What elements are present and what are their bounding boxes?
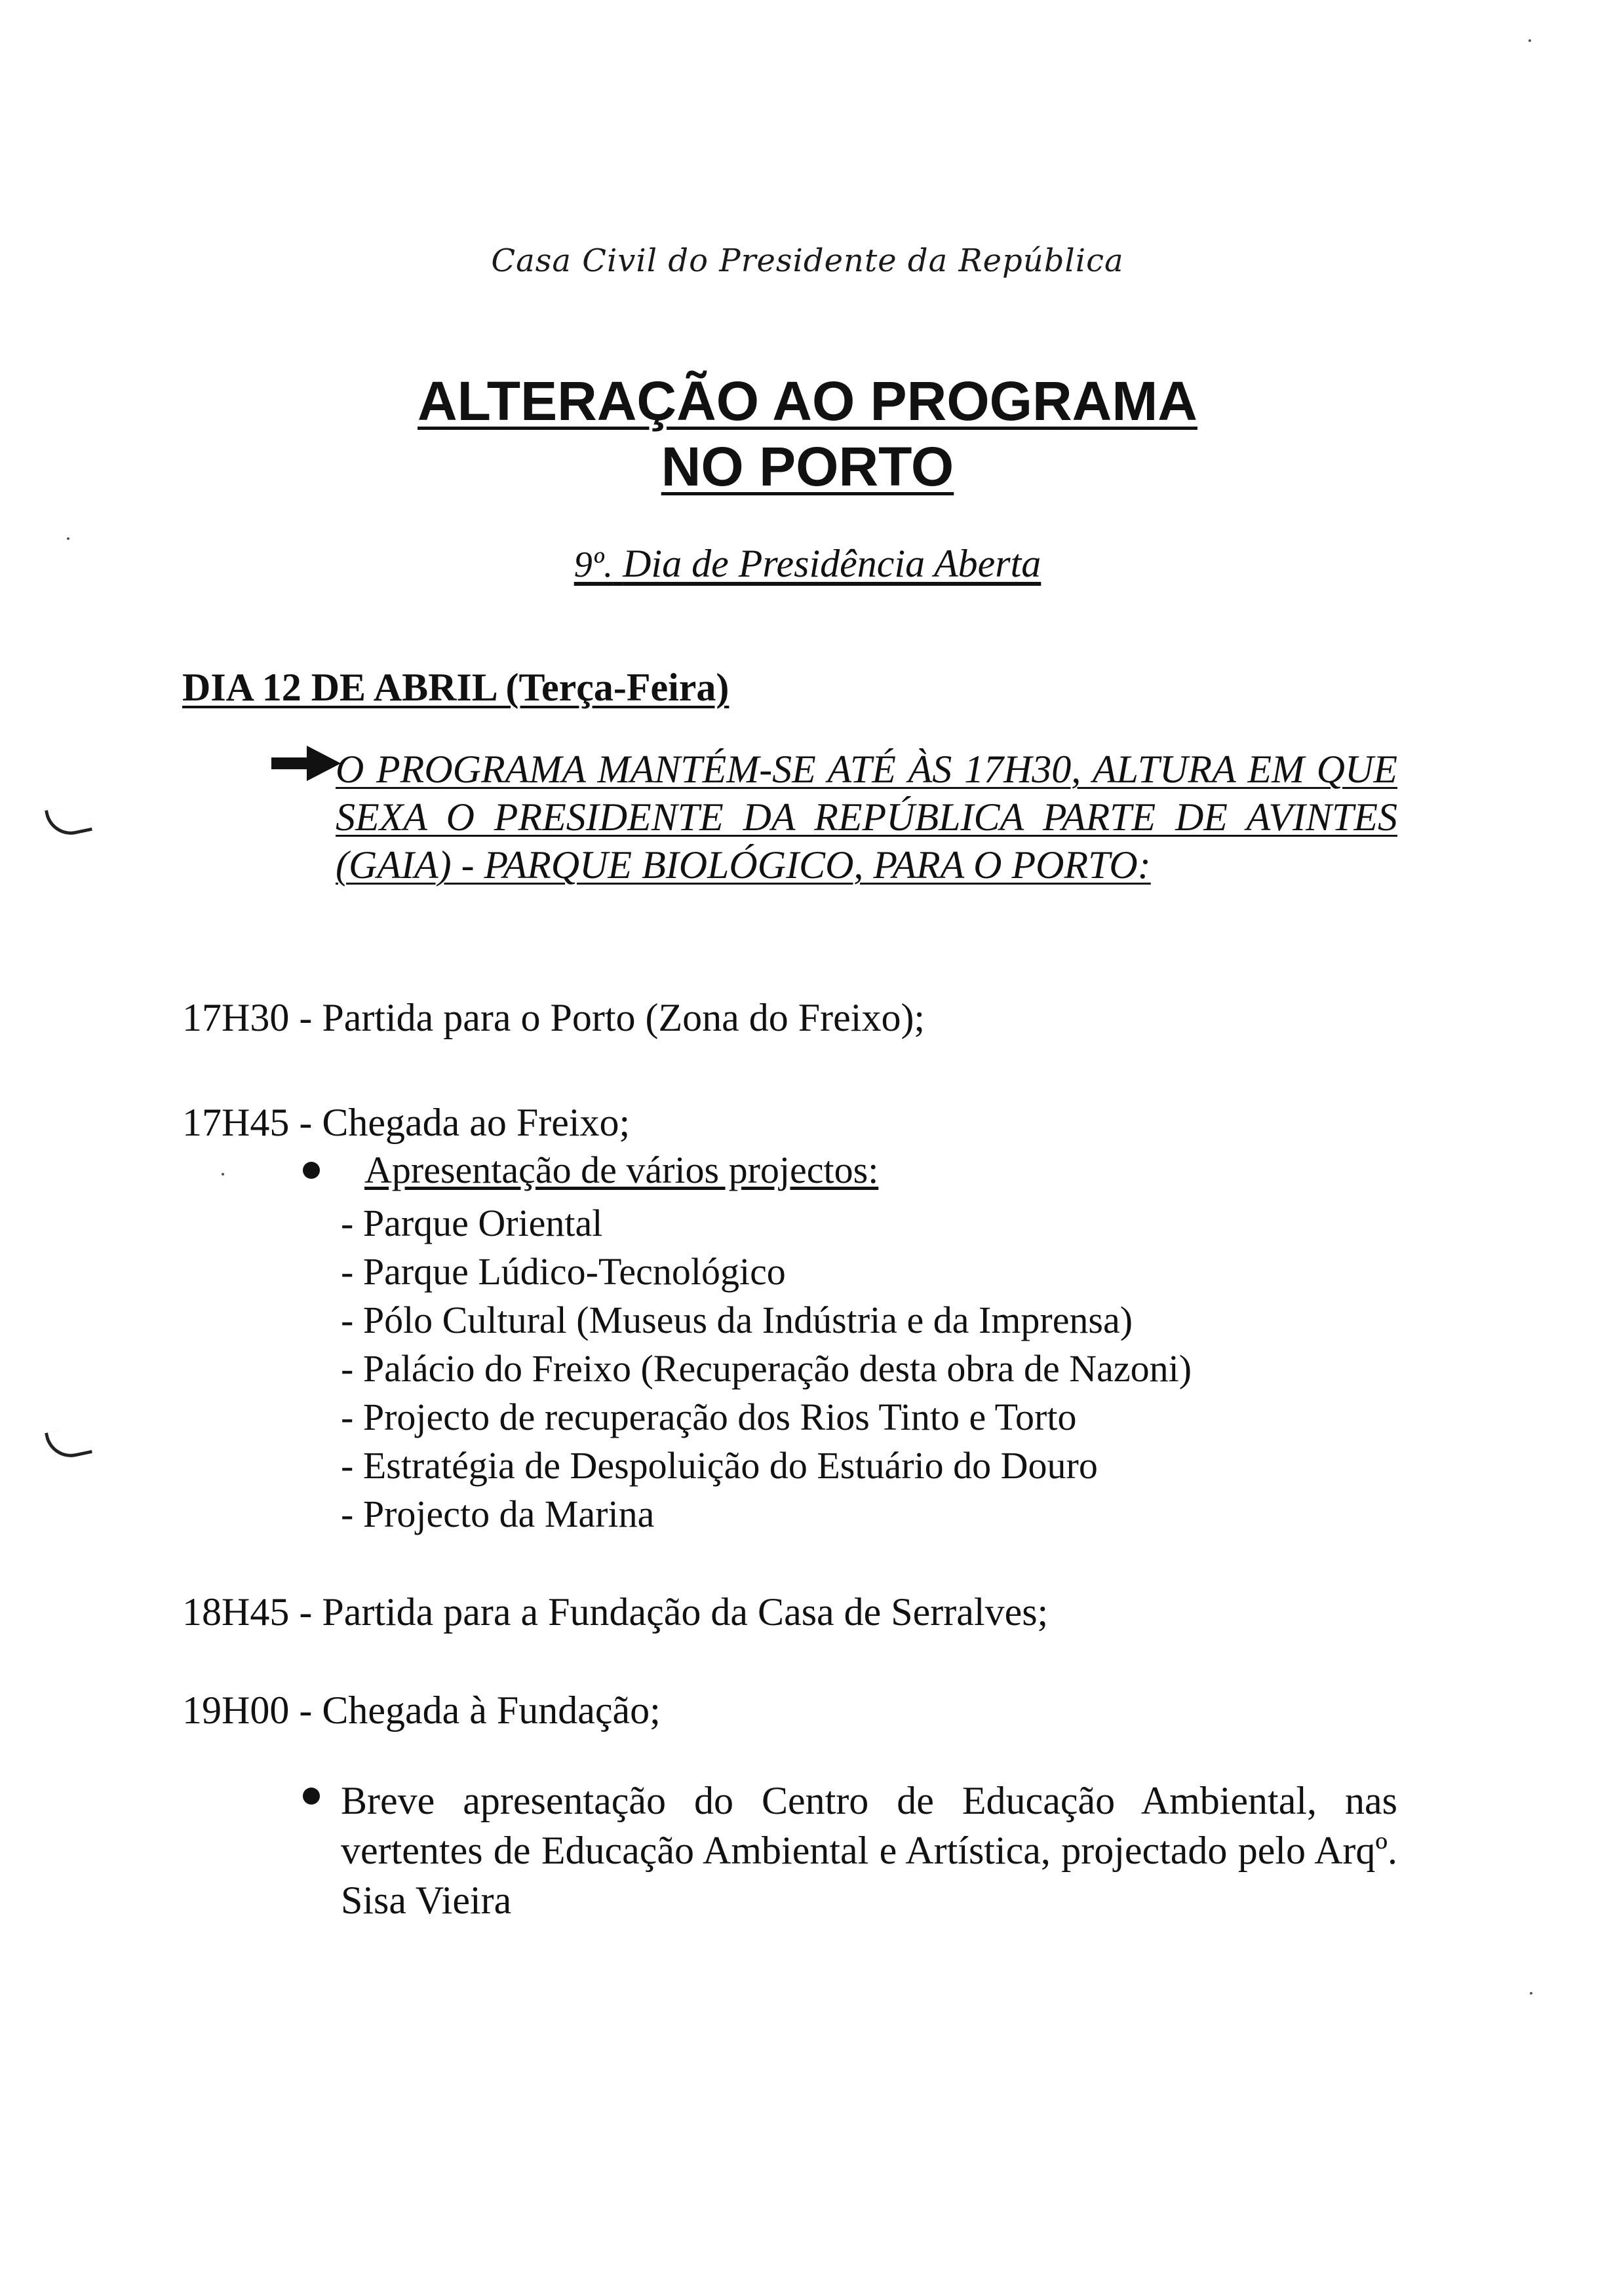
scan-speck bbox=[222, 1173, 224, 1176]
schedule-entry: 19H00 - Chegada à Fundação; bbox=[182, 1689, 661, 1732]
list-item: - Parque Oriental bbox=[341, 1202, 603, 1244]
projects-list bbox=[341, 1199, 1192, 1539]
letterhead: Casa Civil do Presidente da República bbox=[491, 242, 1124, 279]
list-item: - Parque Lúdico-Tecnológico bbox=[341, 1250, 786, 1293]
schedule-time: 17H30 bbox=[182, 996, 290, 1039]
list-item: - Projecto da Marina bbox=[341, 1493, 655, 1535]
list-item: - Projecto de recuperação dos Rios Tinto e Torto bbox=[341, 1396, 1077, 1438]
scan-speck bbox=[67, 537, 69, 540]
subtitle-text: Dia de Presidência Aberta bbox=[623, 542, 1041, 585]
title-line-1: ALTERAÇÃO AO PROGRAMA bbox=[418, 370, 1197, 432]
scan-speck bbox=[1528, 39, 1531, 42]
schedule-time: 19H00 bbox=[182, 1689, 290, 1732]
arrow-right-icon bbox=[269, 742, 345, 785]
schedule-entry: 18H45 - Partida para a Fundação da Casa de Serralves; bbox=[182, 1590, 1049, 1634]
title-line-2: NO PORTO bbox=[661, 436, 954, 497]
bullet-icon bbox=[303, 1788, 320, 1805]
subtitle-ordinal: 9º. bbox=[574, 545, 613, 585]
day-heading: DIA 12 DE ABRIL (Terça-Feira) bbox=[182, 666, 730, 709]
schedule-text: Partida para o Porto (Zona do Freixo); bbox=[322, 996, 925, 1039]
fundacao-bullet-text: Breve apresentação do Centro de Educação Ambiental, nas vertentes de Educação Ambiental e Artística, projectado pelo Arqº. Sisa Vieira bbox=[341, 1779, 1397, 1922]
notice-text: O PROGRAMA MANTÉM-SE ATÉ ÀS 17H30, ALTURA EM QUE SEXA O PRESIDENTE DA REPÚBLICA PARTE DE AVINTES (GAIA) - PARQUE BIOLÓGICO, PARA O PORTO: bbox=[336, 748, 1397, 887]
schedule-time: 18H45 bbox=[182, 1590, 290, 1634]
list-item: - Pólo Cultural (Museus da Indústria e da Imprensa) bbox=[341, 1299, 1133, 1341]
schedule-text: Partida para a Fundação da Casa de Serralves; bbox=[322, 1590, 1049, 1634]
schedule-time: 17H45 bbox=[182, 1101, 290, 1144]
scan-speck bbox=[1530, 1992, 1532, 1995]
scan-mark bbox=[45, 1425, 92, 1463]
projects-heading: Apresentação de vários projectos: bbox=[364, 1149, 879, 1191]
subtitle bbox=[0, 541, 1615, 586]
schedule-text: Chegada ao Freixo; bbox=[322, 1101, 631, 1144]
schedule-text: Chegada à Fundação; bbox=[322, 1689, 661, 1732]
schedule-entry: 17H45 - Chegada ao Freixo; bbox=[182, 1101, 631, 1144]
scan-mark bbox=[45, 802, 92, 840]
bullet-icon bbox=[303, 1162, 320, 1179]
schedule-entry: 17H30 - Partida para o Porto (Zona do Freixo); bbox=[182, 996, 925, 1039]
list-item: - Palácio do Freixo (Recuperação desta obra de Nazoni) bbox=[341, 1347, 1192, 1390]
list-item: - Estratégia de Despoluição do Estuário do Douro bbox=[341, 1444, 1098, 1487]
